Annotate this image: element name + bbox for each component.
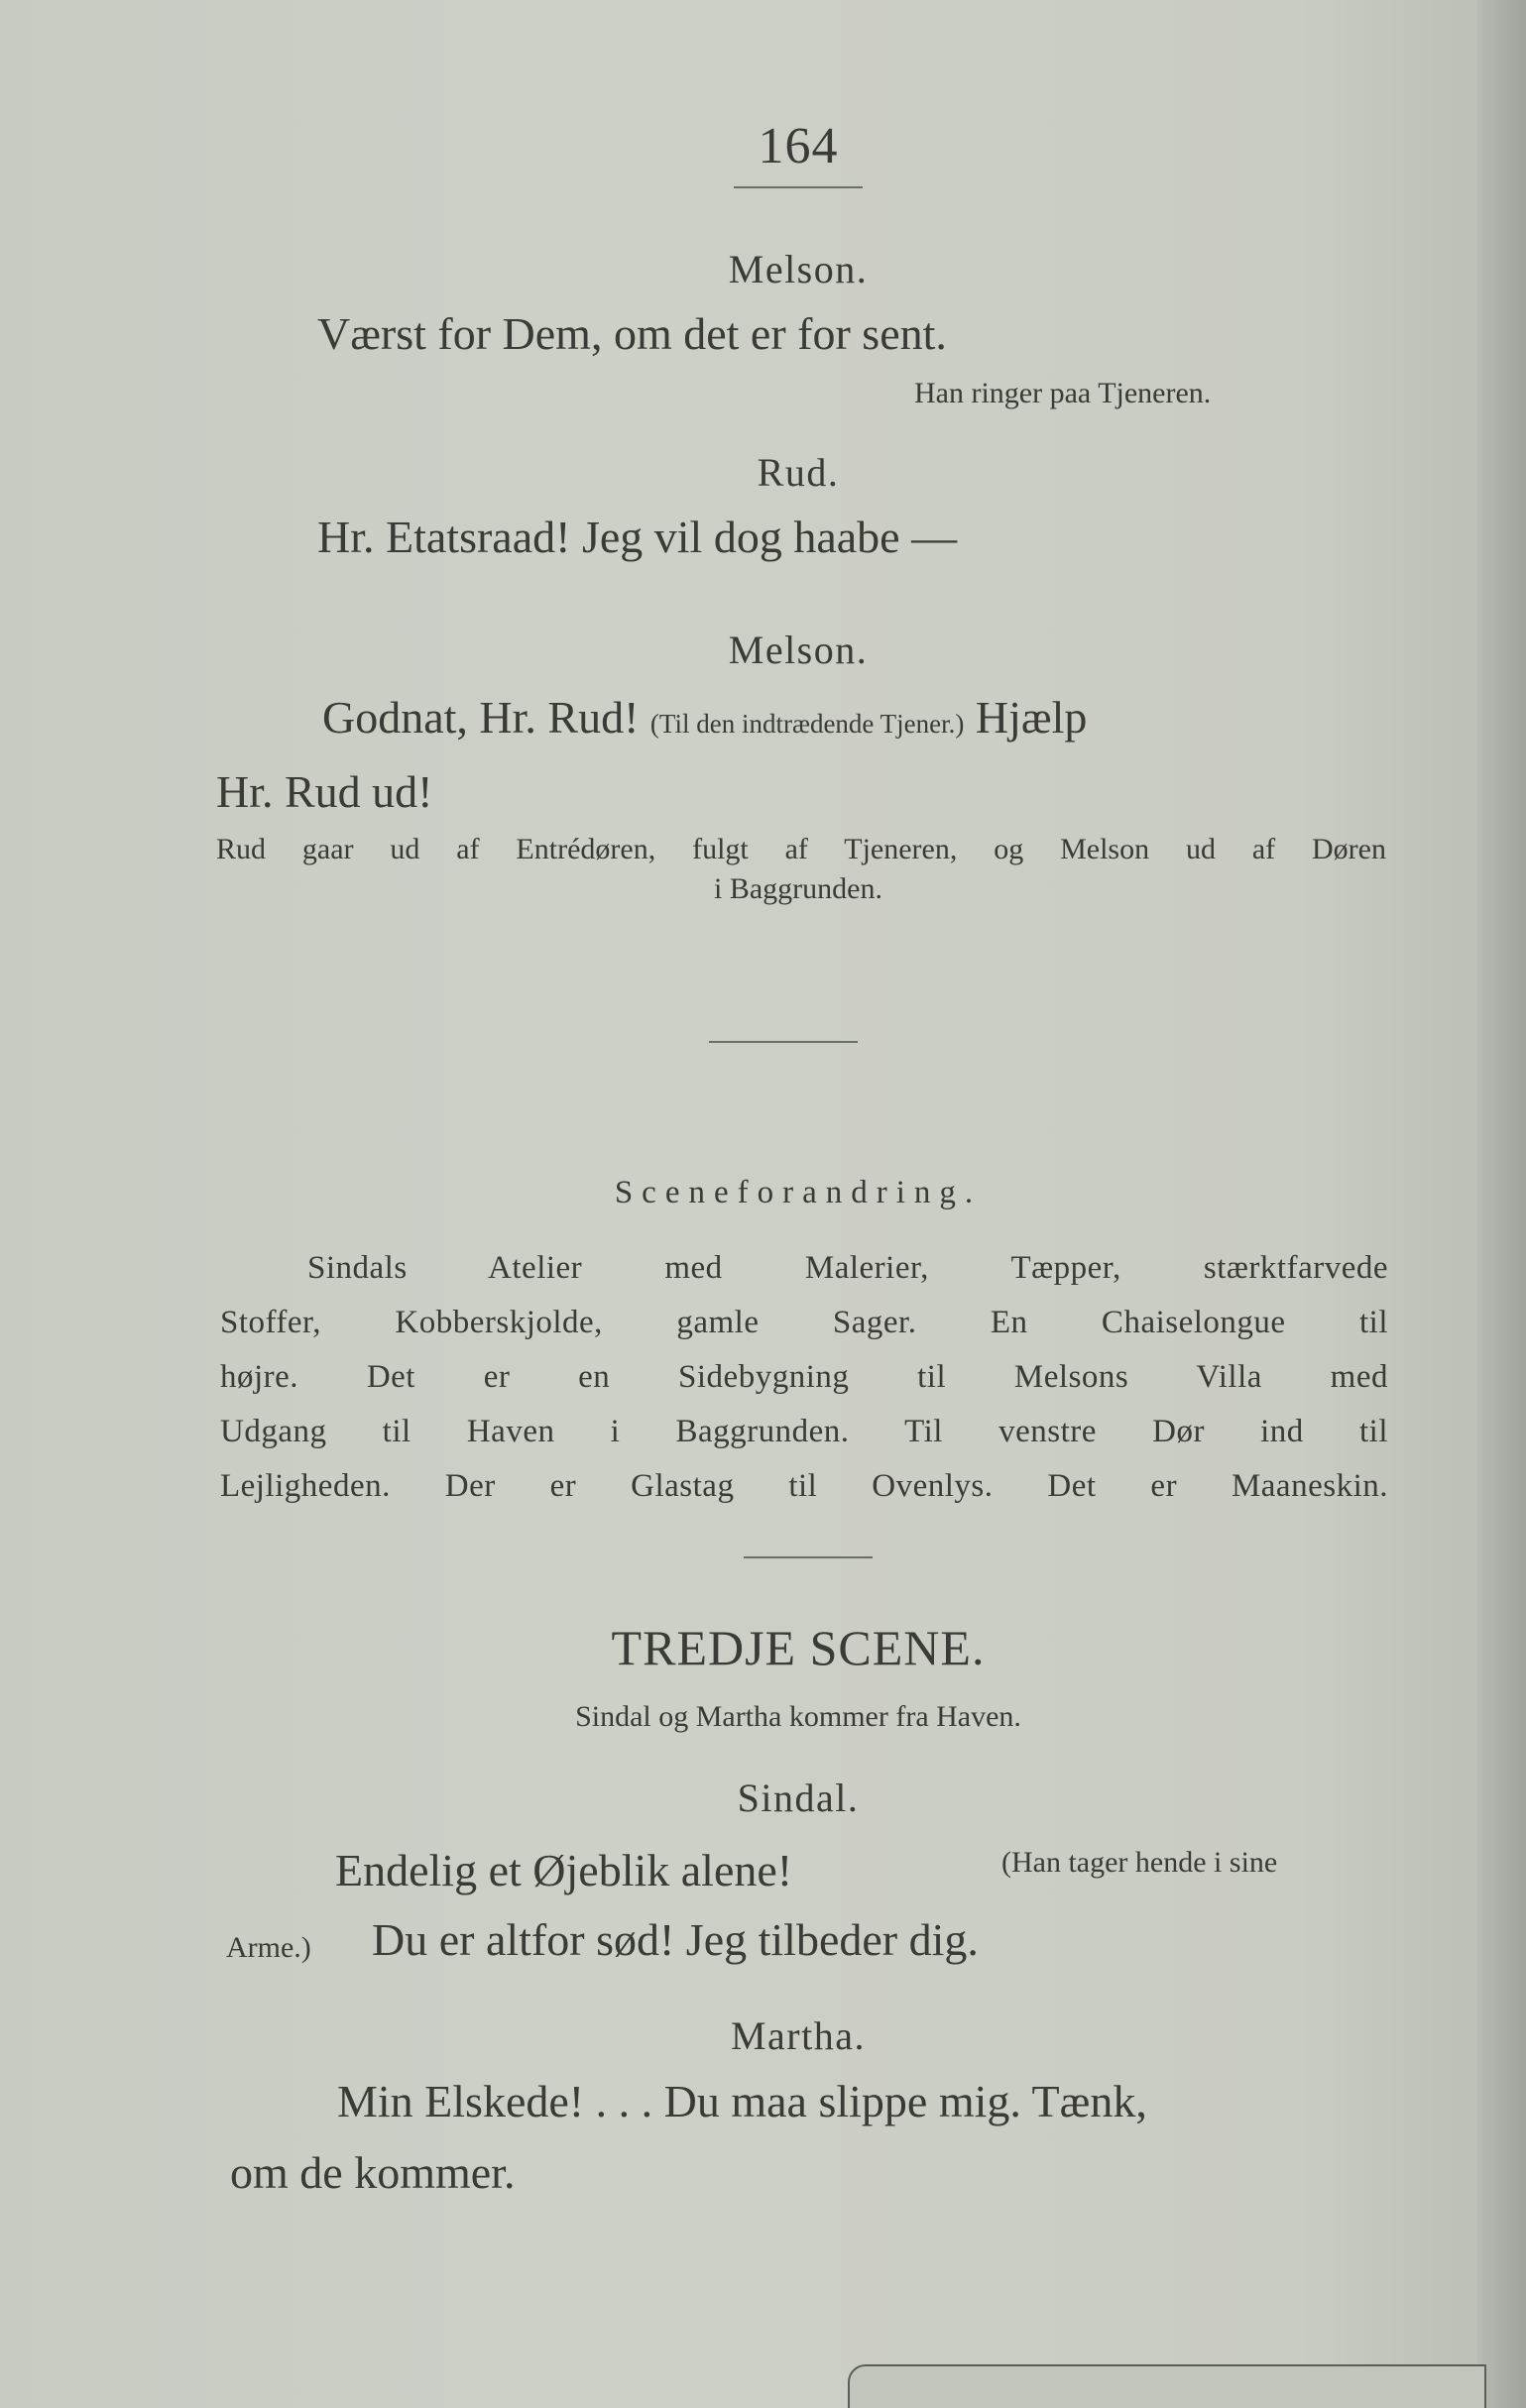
- dialogue-line-8: om de kommer.: [230, 2147, 516, 2198]
- dialogue-line-7: Min Elskede! . . . Du maa slippe mig. Tænk,: [337, 2076, 1147, 2126]
- dialogue-line-5: Endelig et Øjeblik alene!: [335, 1845, 793, 1895]
- speaker-rud: Rud.: [757, 450, 840, 495]
- scene-description-line-5: Lejligheden. Der er Glastag til Ovenlys. Det er Maaneskin.: [220, 1468, 1388, 1504]
- exit-direction-2: i Baggrunden.: [714, 872, 882, 905]
- next-page-edge: [848, 2364, 1486, 2408]
- exit-direction-1: Rud gaar ud af Entrédøren, fulgt af Tjeneren, og Melson ud af Døren: [216, 833, 1386, 865]
- section-rule-1: [709, 1041, 858, 1043]
- scene-description-line-2: Stoffer, Kobberskjolde, gamle Sager. En Chaiselongue til: [220, 1305, 1388, 1340]
- scene-title: TREDJE SCENE.: [611, 1620, 986, 1675]
- stage-direction-1: Han ringer paa Tjeneren.: [914, 377, 1212, 409]
- dialogue-line-4: Hr. Rud ud!: [216, 766, 433, 817]
- page-number: 164: [758, 118, 839, 174]
- dialogue-line-3-start: Godnat, Hr. Rud!: [322, 692, 640, 743]
- scene-description: [220, 1241, 1388, 1514]
- scene-description-line-4: Udgang til Haven i Baggrunden. Til venstre Dør ind til: [220, 1414, 1388, 1449]
- dialogue-line-1: Værst for Dem, om det er for sent.: [317, 308, 947, 359]
- dialogue-line-6: Du er altfor sød! Jeg tilbeder dig.: [372, 1914, 979, 1965]
- speaker-martha: Martha.: [730, 2013, 866, 2058]
- scene-description-line-3: højre. Det er en Sidebygning til Melsons Villa med: [220, 1359, 1388, 1395]
- stage-direction-2: (Han tager hende i sine: [1001, 1846, 1278, 1879]
- dialogue-line-2: Hr. Etatsraad! Jeg vil dog haabe —: [317, 512, 958, 562]
- inline-stage-direction: (Til den indtrædende Tjener.): [649, 709, 965, 739]
- scene-entrance: Sindal og Martha kommer fra Haven.: [575, 1700, 1021, 1733]
- dialogue-line-3: [322, 691, 1087, 744]
- stage-direction-2b: Arme.): [226, 1931, 311, 1964]
- speaker-sindal: Sindal.: [737, 1776, 860, 1820]
- page-number-rule: [734, 186, 863, 188]
- speaker-melson-2: Melson.: [728, 628, 869, 672]
- section-rule-2: [744, 1556, 873, 1558]
- scene-change-heading: Sceneforandring.: [614, 1175, 983, 1210]
- speaker-melson-1: Melson.: [728, 247, 869, 291]
- scene-description-line-1: Sindals Atelier med Malerier, Tæpper, stærktfarvede: [307, 1250, 1388, 1286]
- dialogue-line-3-end: Hjælp: [975, 692, 1088, 743]
